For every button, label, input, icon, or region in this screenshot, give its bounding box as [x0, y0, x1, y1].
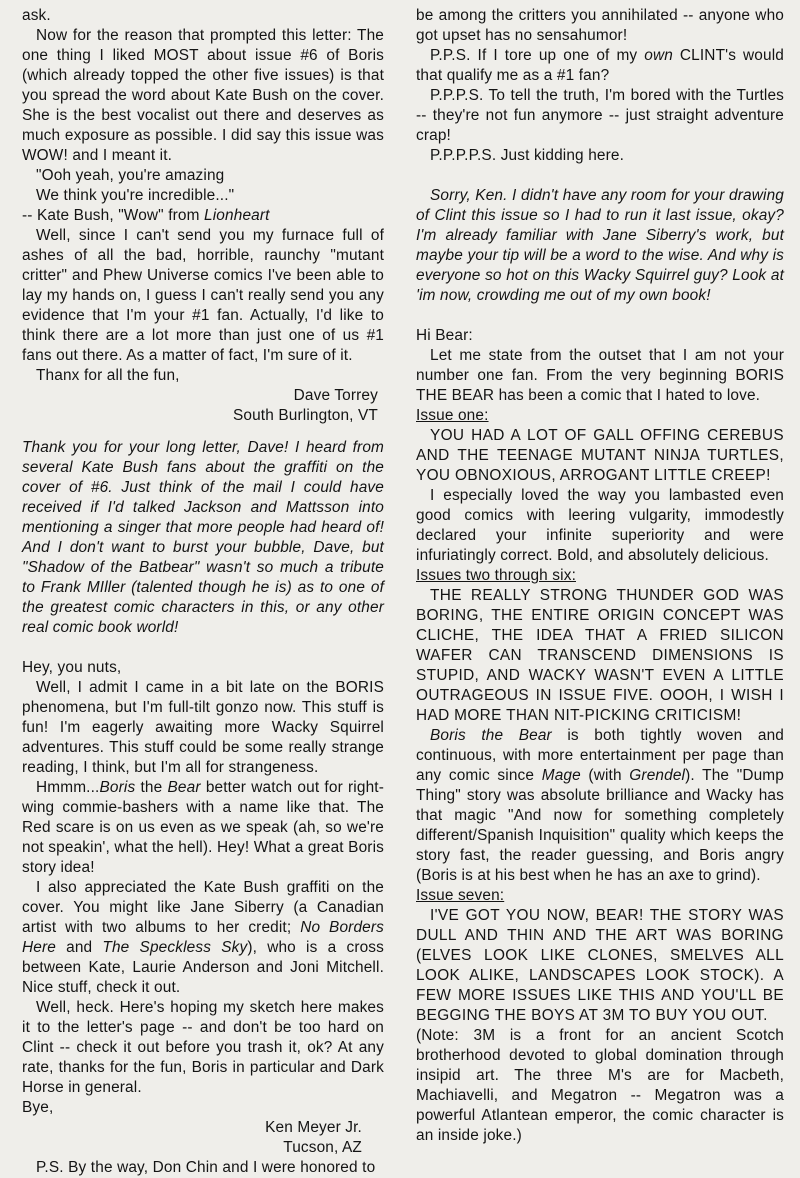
signature-name: Dave Torrey: [293, 387, 378, 404]
letter-paragraph: [22, 878, 384, 998]
letter-greeting: Hi Bear:: [416, 327, 473, 344]
text-run: I also appreciated the Kate Bush graffiti on the cover. You might like Jane Siberry (a Canadian artist with two albums to her credit;: [22, 879, 384, 936]
signature-location: South Burlington, VT: [232, 407, 378, 424]
text-run: ). The "Dump Thing" story was absolute brilliance and Wacky has that magic "And now for something completely different/Spanish Inquisition" quality which keeps the story fast, the reader guessing, and Boris angry (Boris is at his best when he has an axe to grind).: [416, 767, 784, 884]
letter-note: (Note: 3M is a front for an ancient Scotch brotherhood devoted to global domination through insipid art. The three M's are for Macbeth, Machiavelli, and Megatron -- Megatron was a powerful Atlantean emperor, the comic character is an inside joke.): [416, 1027, 784, 1144]
emphasis: own: [644, 47, 673, 64]
letter-paragraph: [22, 778, 384, 878]
text-run: P.P.S. If I tore up one of my: [430, 47, 645, 64]
text-run: better watch out for right-wing commie-bashers with a name like that. The Red scare is on us even as we speak (ah, so we're not speakin', what the hell). Hey! What a great Boris story idea!: [22, 779, 384, 876]
postscript: [416, 46, 784, 86]
postscript-continued: be among the critters you annihilated -- anyone who got upset has no sensahumor!: [416, 7, 784, 44]
comic-title: Bear: [167, 779, 201, 796]
right-column: [416, 6, 784, 1146]
letter-greeting: Hey, you nuts,: [22, 659, 122, 676]
text-run: the: [135, 779, 168, 796]
album-title: No Borders Here: [22, 919, 384, 956]
album-title: The Speckless Sky: [102, 939, 248, 956]
comic-title: Mage: [541, 767, 581, 784]
text-run: Hmmm...: [36, 779, 100, 796]
left-column: [22, 6, 384, 1178]
comic-title: Boris: [99, 779, 136, 796]
letter-text: ask.: [22, 7, 51, 24]
text-run: CLINT's would that qualify me as a #1 fan?: [416, 47, 784, 84]
editor-reply: Sorry, Ken. I didn't have any room for your drawing of Clint this issue so I had to run it last issue, okay? I'm already familiar with Jane Siberry's work, but maybe your tip will be a word to the wise. And why is everyone so hot on this Wacky Squirrel guy? Look at 'im now, crowding me out of my own book!: [416, 187, 784, 304]
letter-paragraph-caps: THE REALLY STRONG THUNDER GOD WAS BORING, THE ENTIRE ORIGIN CONCEPT WAS CLICHE, THE IDEA THAT A FRIED SILICON WAFER CAN TRANSCEND DIMENSIONS IS STUPID, AND WACKY WASN'T EVEN A LITTLE OUTRAGEOUS IN ISSUE FIVE. OOOH, I WISH I HAD MORE THAN NIT-PICKING CRITICISM!: [416, 587, 784, 724]
song-quote-attribution: [22, 206, 384, 226]
editor-reply: Thank you for your long letter, Dave! I heard from several Kate Bush fans about the graffiti on the cover of #6. Just think of the mail I could have received if I'd talked Jackson and Mattsson into mentioning a singer that more people had heard of! And I don't want to burst your bubble, Dave, but "Shadow of the Batbear" wasn't so much a tribute to Frank MIller (talented though he is) as to one of the greatest comic characters in this, or any other real comic book world!: [22, 439, 384, 636]
letter-paragraph: Well, since I can't send you my furnace full of ashes of all the bad, horrible, raunchy "mutant critter" and Phew Universe comics I've been able to lay my hands on, I guess I can't really send you any evidence that I'm your #1 fan. Actually, I'd like to think there are a lot more than just one of us #1 fans out there. As a matter of fact, I'm sure of it.: [22, 227, 384, 364]
letter-closing: Thanx for all the fun,: [36, 367, 180, 384]
letter-paragraph: Let me state from the outset that I am not your number one fan. From the very beginning BORIS THE BEAR has been a comic that I hated to love.: [416, 347, 784, 404]
comic-title: Boris the Bear: [430, 727, 552, 744]
letter-paragraph: Well, I admit I came in a bit late on the BORIS phenomena, but I'm full-tilt gonzo now. This stuff is fun! I'm eagerly awaiting more Wacky Squirrel adventures. This stuff could be some really strange reading, I think, but I'm all for strangeness.: [22, 679, 384, 776]
album-title: Lionheart: [204, 207, 270, 224]
comic-title: Grendel: [629, 767, 686, 784]
signature-location: Tucson, AZ: [283, 1139, 362, 1156]
postscript: P.P.P.P.S. Just kidding here.: [430, 147, 625, 164]
text-run: (with: [580, 767, 630, 784]
section-heading: Issue one:: [416, 407, 489, 424]
text-run: is both tightly woven and continuous, with more entertainment per page than any comic since: [416, 727, 784, 784]
postscript: P.S. By the way, Don Chin and I were honored to: [36, 1159, 376, 1176]
text-run: and: [55, 939, 103, 956]
section-heading: Issues two through six:: [416, 567, 576, 584]
letter-paragraph: [416, 726, 784, 886]
letter-paragraph-caps: I'VE GOT YOU NOW, BEAR! THE STORY WAS DULL AND THIN AND THE ART WAS BORING (ELVES LOOK LIKE CLONES, SMELVES ALL LOOK ALIKE, LANDSCAPES LOOK STOCK). A FEW MORE ISSUES LIKE THIS AND YOU'LL BE BEGGING THE BOYS AT 3M TO BUY YOU OUT.: [416, 907, 784, 1024]
text-run: ), who is a cross between Kate, Laurie Anderson and Joni Mitchell. Nice stuff, check it out.: [22, 939, 384, 996]
signature-name: Ken Meyer Jr.: [265, 1119, 362, 1136]
attribution-text: -- Kate Bush, "Wow" from: [22, 207, 205, 224]
song-quote-line: "Ooh yeah, you're amazing: [36, 167, 225, 184]
postscript: P.P.P.S. To tell the truth, I'm bored with the Turtles -- they're not fun anymore -- just straight adventure crap!: [416, 87, 784, 144]
song-quote-line: We think you're incredible...": [36, 187, 235, 204]
section-heading: Issue seven:: [416, 887, 505, 904]
letter-paragraph-caps: YOU HAD A LOT OF GALL OFFING CEREBUS AND THE TEENAGE MUTANT NINJA TURTLES, YOU OBNOXIOUS, ARROGANT LITTLE CREEP!: [416, 427, 784, 484]
letter-paragraph: Well, heck. Here's hoping my sketch here makes it to the letter's page -- and don't be too hard on Clint -- check it out before you trash it, ok? At any rate, thanks for the fun, Boris in particular and Dark Horse in general.: [22, 999, 384, 1096]
letter-closing: Bye,: [22, 1099, 54, 1116]
letter-paragraph: I especially loved the way you lambasted even good comics with leering vulgarity, immodestly declared your infinite superiority and were infuriatingly correct. Bold, and absolutely delicious.: [416, 487, 784, 564]
letter-paragraph: Now for the reason that prompted this letter: The one thing I liked MOST about issue #6 of Boris (which already topped the other five issues) is that you spread the word about Kate Bush on the cover. She is the best vocalist out there and deserves as much exposure as possible. I did say this issue was WOW! and I meant it.: [22, 27, 384, 164]
